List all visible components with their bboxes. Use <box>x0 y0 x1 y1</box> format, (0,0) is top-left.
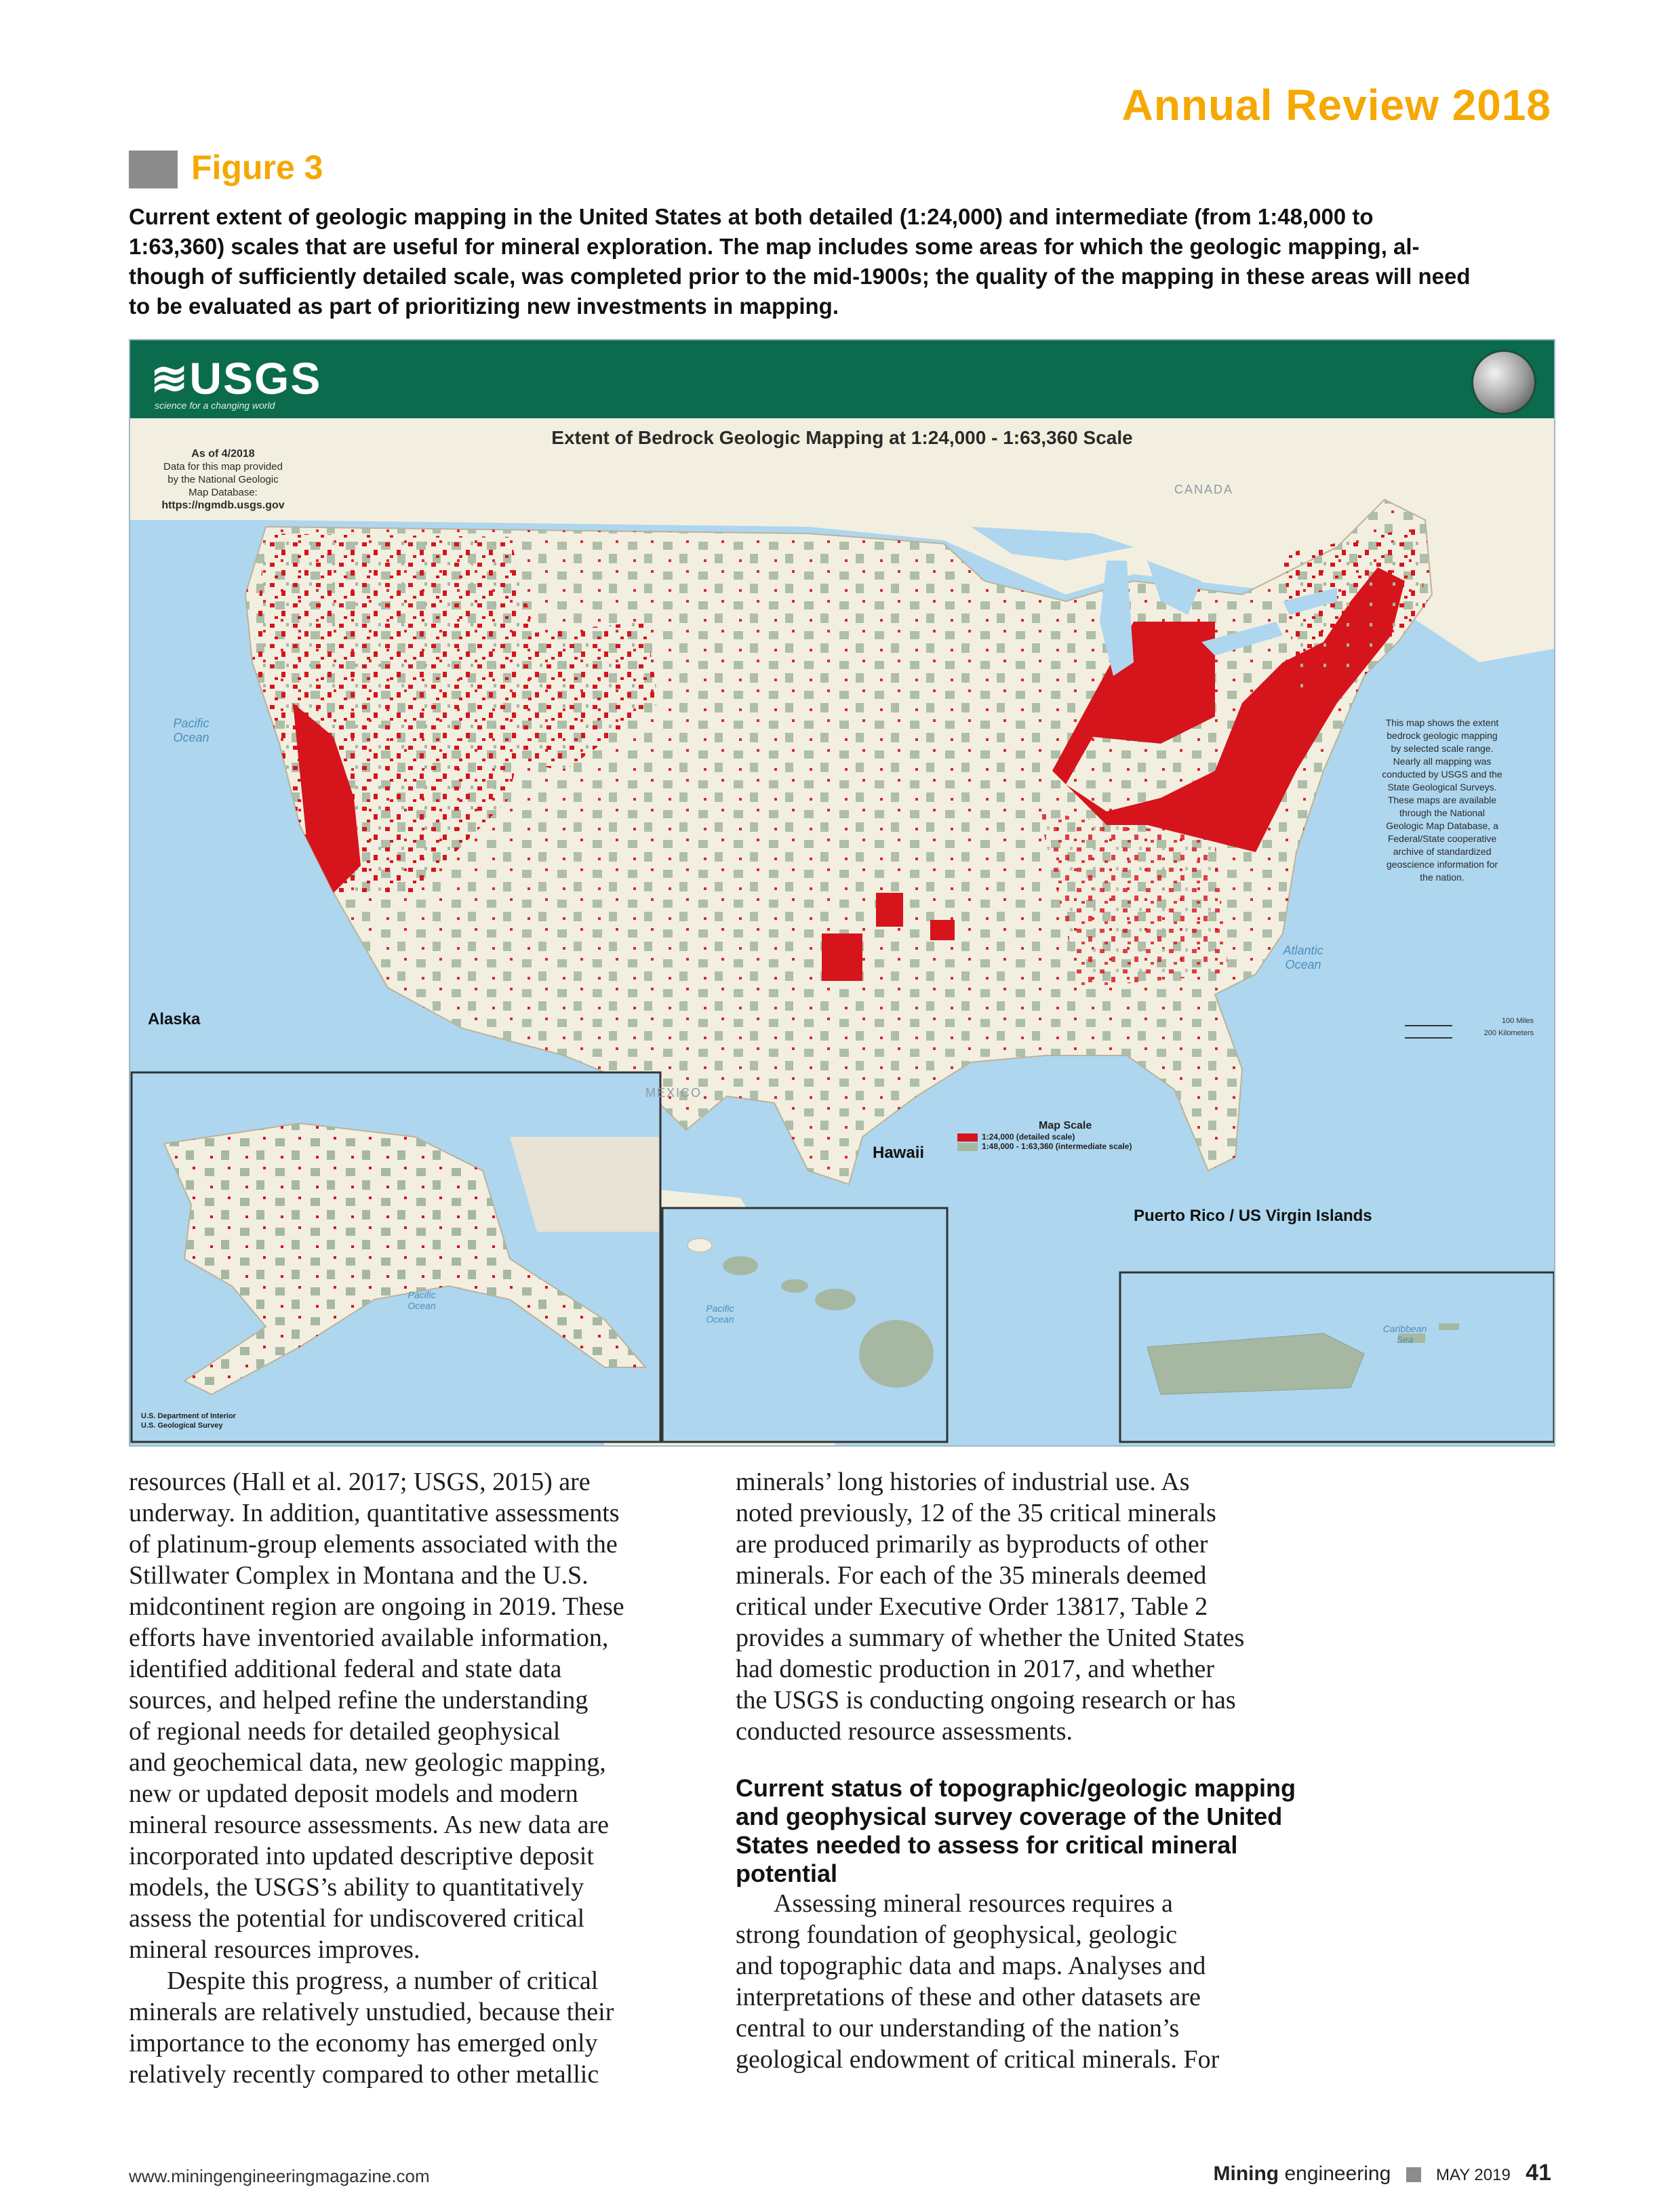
source-line: Map Database: <box>188 487 258 498</box>
map-legend <box>957 1120 1132 1151</box>
map-title: Extent of Bedrock Geologic Mapping at 1:24,000 - 1:63,360 Scale <box>551 427 1133 448</box>
label-caribbean-sea <box>1364 1323 1446 1345</box>
heading-line: States needed to assess for critical mineral <box>736 1831 1238 1859</box>
note-line: Nearly all mapping was <box>1393 756 1492 767</box>
inset-label-puerto-rico: Puerto Rico / US Virgin Islands <box>1134 1207 1372 1225</box>
legend-swatch-intermediate <box>957 1143 978 1151</box>
source-line: by the National Geologic <box>167 474 279 485</box>
water-label-line: Ocean <box>1285 958 1321 971</box>
note-line: conducted by USGS and the <box>1382 769 1502 780</box>
legend-item <box>957 1142 1132 1151</box>
magazine-name-bold: Mining <box>1213 2163 1279 2185</box>
inset-label-alaska: Alaska <box>148 1010 201 1028</box>
globe-seal-icon <box>1471 350 1536 415</box>
body-line: and geochemical data, new geologic mapping, <box>129 1748 606 1777</box>
water-label-line: Pacific <box>407 1289 436 1300</box>
caption-line: though of sufficiently detailed scale, was completed prior to the mid-1900s; the quality of the mapping in these areas will need <box>129 264 1471 289</box>
water-label-line: Caribbean <box>1382 1323 1427 1334</box>
issue-date: MAY 2019 <box>1435 2166 1511 2184</box>
body-line: provides a summary of whether the United States <box>736 1624 1245 1652</box>
body-line: Stillwater Complex in Montana and the U.S. <box>129 1561 589 1590</box>
water-label-line: Ocean <box>173 731 210 744</box>
body-line: minerals’ long histories of industrial use. As <box>736 1468 1190 1496</box>
magazine-name-rest: engineering <box>1284 2163 1391 2185</box>
water-label-line: Ocean <box>407 1300 436 1311</box>
body-line: sources, and helped refine the understanding <box>129 1686 589 1714</box>
body-line: noted previously, 12 of the 35 critical minerals <box>736 1499 1216 1527</box>
body-column-right <box>736 1466 1296 2075</box>
body-line: mineral resources improves. <box>129 1935 420 1964</box>
body-line: identified additional federal and state data <box>129 1655 562 1683</box>
figure-label: Figure 3 <box>191 148 323 186</box>
note-line: State Geological Surveys. <box>1387 782 1497 792</box>
water-label-line: Atlantic <box>1283 944 1323 957</box>
caption-line: 1:63,360) scales that are useful for mineral exploration. The map includes some areas for which the geologic mapping, al- <box>129 234 1420 259</box>
section-heading <box>736 1774 1296 1888</box>
body-line: and topographic data and maps. Analyses and <box>736 1952 1206 1980</box>
note-line: by selected scale range. <box>1391 743 1494 754</box>
heading-line: and geophysical survey coverage of the United <box>736 1803 1283 1830</box>
heading-line: Current status of topographic/geologic mapping <box>736 1774 1296 1802</box>
scale-miles: 100 Miles <box>1501 1017 1534 1025</box>
body-line: minerals are relatively unstudied, because their <box>129 1998 614 2026</box>
note-line: Geologic Map Database, a <box>1386 820 1498 831</box>
label-pacific-ocean <box>151 717 232 745</box>
note-line: bedrock geologic mapping <box>1387 730 1498 741</box>
legend-title: Map Scale <box>1039 1120 1092 1131</box>
body-line: of platinum-group elements associated with the <box>129 1530 618 1559</box>
footer-url[interactable]: www.miningengineeringmagazine.com <box>129 2166 430 2186</box>
map-description-note <box>1371 717 1513 884</box>
credit-line: U.S. Department of Interior <box>141 1412 236 1420</box>
legend-item-label: 1:24,000 (detailed scale) <box>982 1132 1075 1142</box>
note-line: These maps are available <box>1387 795 1497 805</box>
source-url: https://ngmdb.usgs.gov <box>161 500 285 511</box>
figure-caption <box>129 202 1553 321</box>
body-line: importance to the economy has emerged only <box>129 2029 598 2057</box>
legend-item-label: 1:48,000 - 1:63,360 (intermediate scale) <box>982 1142 1132 1151</box>
scale-bar <box>1405 1018 1534 1037</box>
body-line: had domestic production in 2017, and whether <box>736 1655 1215 1683</box>
body-line: conducted resource assessments. <box>736 1717 1073 1746</box>
page-number: 41 <box>1526 2160 1551 2186</box>
note-line: This map shows the extent <box>1385 717 1499 728</box>
label-canada: CANADA <box>1174 483 1234 496</box>
body-column-left <box>129 1466 624 2090</box>
inset-label-hawaii: Hawaii <box>873 1144 925 1162</box>
note-line: geoscience information for <box>1386 859 1498 870</box>
body-line: efforts have inventoried available information, <box>129 1624 609 1652</box>
body-line: incorporated into updated descriptive deposit <box>129 1842 594 1870</box>
usgs-logo-text: USGS <box>189 353 322 403</box>
water-label-line: Pacific <box>173 717 210 730</box>
body-line: relatively recently compared to other metallic <box>129 2060 599 2089</box>
label-atlantic-ocean <box>1262 944 1344 972</box>
body-line: resources (Hall et al. 2017; USGS, 2015) are <box>129 1468 591 1496</box>
body-line: mineral resource assessments. As new data are <box>129 1811 610 1839</box>
label-hawaii-pacific <box>686 1303 754 1325</box>
note-line: Federal/State cooperative <box>1387 833 1497 844</box>
water-label-line: Sea <box>1396 1334 1414 1345</box>
body-line: models, the USGS’s ability to quantitatively <box>129 1873 584 1902</box>
body-line: central to our understanding of the nation’s <box>736 2014 1180 2043</box>
geologic-mapping-map <box>129 339 1555 1447</box>
body-line: the USGS is conducting ongoing research or has <box>736 1686 1236 1714</box>
map-credit <box>141 1411 236 1430</box>
caption-line: Current extent of geologic mapping in the United States at both detailed (1:24,000) and intermediate (from 1:48,000 to <box>129 204 1374 229</box>
usgs-tagline: science for a changing world <box>155 400 275 411</box>
water-label-line: Pacific <box>706 1303 734 1314</box>
body-line: interpretations of these and other datasets are <box>736 1983 1201 2011</box>
as-of-date: As of 4/2018 <box>191 448 255 460</box>
scale-kilometers: 200 Kilometers <box>1483 1029 1534 1037</box>
legend-swatch-detailed <box>957 1133 978 1142</box>
body-line: minerals. For each of the 35 minerals deemed <box>736 1561 1207 1590</box>
body-line: Assessing mineral resources requires a <box>774 1889 1173 1918</box>
label-mexico: MEXICO <box>645 1086 702 1100</box>
note-line: archive of standardized <box>1393 846 1492 857</box>
credit-line: U.S. Geological Survey <box>141 1422 223 1430</box>
note-line: the nation. <box>1420 872 1465 883</box>
note-line: through the National <box>1399 807 1486 818</box>
body-line: midcontinent region are ongoing in 2019. These <box>129 1592 624 1621</box>
water-label-line: Ocean <box>706 1314 734 1325</box>
body-line: assess the potential for undiscovered critical <box>129 1904 585 1933</box>
body-line: underway. In addition, quantitative assessments <box>129 1499 620 1527</box>
caption-line: to be evaluated as part of prioritizing new investments in mapping. <box>129 294 839 319</box>
map-source-note <box>145 447 301 512</box>
body-line: of regional needs for detailed geophysical <box>129 1717 561 1746</box>
heading-line: potential <box>736 1859 837 1887</box>
footer-masthead <box>1214 2160 1552 2186</box>
usgs-logo: ≋USGS <box>151 353 322 403</box>
figure-marker <box>129 150 178 188</box>
label-alaska-pacific <box>388 1289 456 1311</box>
body-line: critical under Executive Order 13817, Table 2 <box>736 1592 1208 1621</box>
usgs-header-band <box>130 340 1554 418</box>
body-line: geological endowment of critical minerals. For <box>736 2045 1220 2074</box>
body-line: strong foundation of geophysical, geologic <box>736 1921 1178 1949</box>
running-head: Annual Review 2018 <box>1121 81 1551 129</box>
legend-item <box>957 1132 1132 1142</box>
body-line: new or updated deposit models and modern <box>129 1779 578 1808</box>
body-line: Despite this progress, a number of critical <box>167 1967 599 1995</box>
source-line: Data for this map provided <box>163 461 283 472</box>
footer-square-icon <box>1406 2167 1421 2182</box>
map-artwork <box>130 418 1554 1445</box>
body-line: are produced primarily as byproducts of other <box>736 1530 1208 1559</box>
